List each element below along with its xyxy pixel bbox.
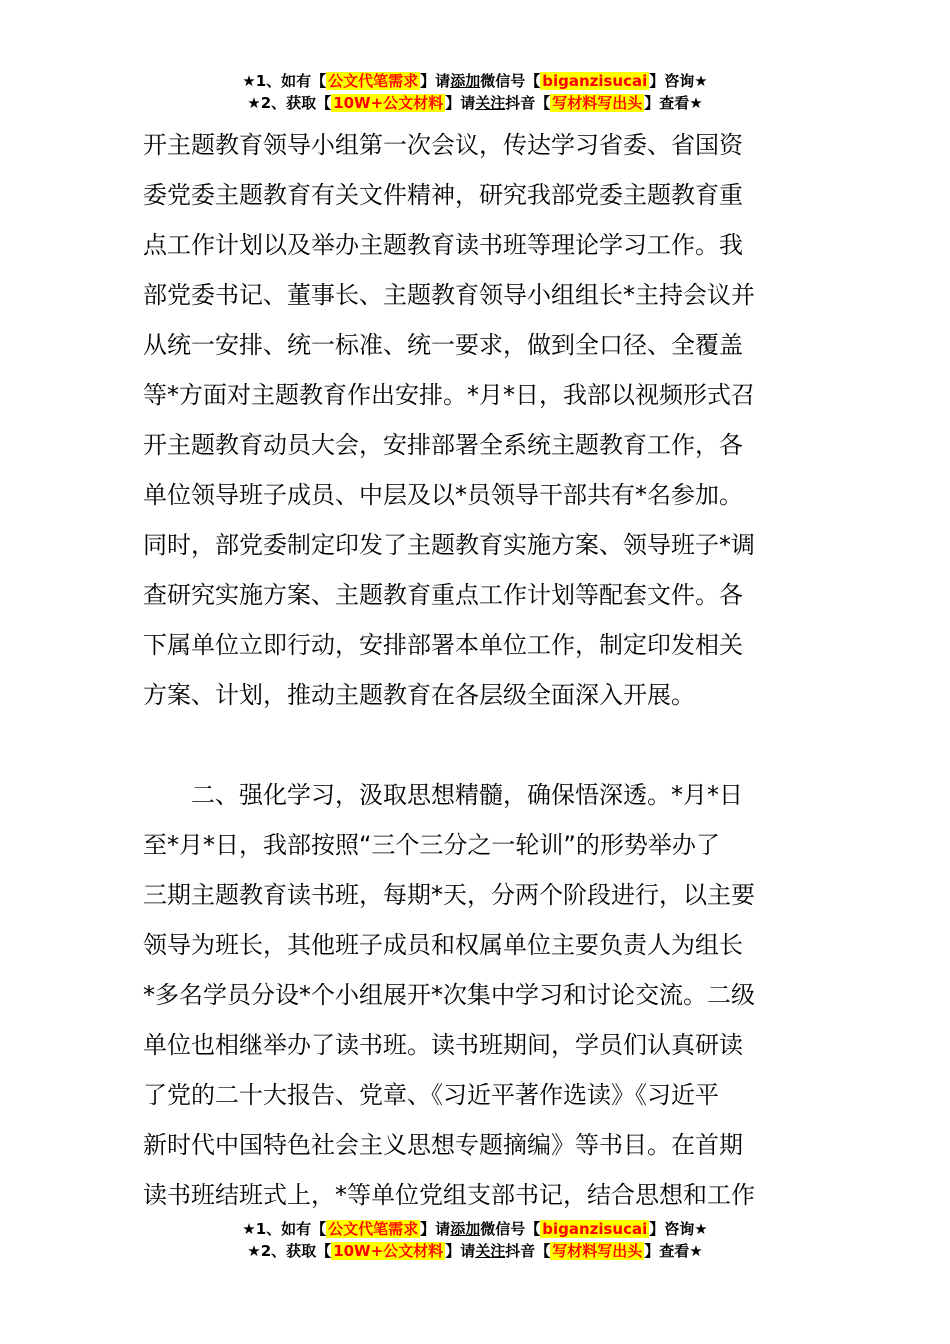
text-line: 单位也相继举办了读书班。读书班期间，学员们认真研读 xyxy=(143,1031,743,1059)
banner-line-1 xyxy=(0,70,950,92)
text-line: 下属单位立即行动，安排部署本单位工作，制定印发相关 xyxy=(143,631,743,659)
highlight-douyin-account: 写材料写出头 xyxy=(552,94,643,112)
banner-line-2 xyxy=(0,1240,950,1262)
banner-line-1 xyxy=(0,1218,950,1240)
banner-keyword: 关注 xyxy=(475,1242,506,1260)
banner-keyword: 添加 xyxy=(450,1220,481,1238)
highlight-service: 公文代笔需求 xyxy=(328,1220,419,1238)
text-line: 方案、计划，推动主题教育在各层级全面深入开展。 xyxy=(143,681,695,709)
banner-text: ★1、如有【 xyxy=(242,1220,327,1238)
footer-banner xyxy=(0,1218,950,1262)
text-line: 查研究实施方案、主题教育重点工作计划等配套文件。各 xyxy=(143,581,743,609)
banner-text: 抖音【 xyxy=(505,1242,551,1260)
text-line: 委党委主题教育有关文件精神，研究我部党委主题教育重 xyxy=(143,181,743,209)
text-line: 同时，部党委制定印发了主题教育实施方案、领导班子*调 xyxy=(143,531,755,559)
banner-text: 抖音【 xyxy=(505,94,551,112)
banner-text: 】查看★ xyxy=(644,94,703,112)
text-line: 从统一安排、统一标准、统一要求，做到全口径、全覆盖 xyxy=(143,331,743,359)
text-line: 等*方面对主题教育作出安排。*月*日，我部以视频形式召 xyxy=(143,381,755,409)
text-line: 领导为班长，其他班子成员和权属单位主要负责人为组长 xyxy=(143,931,743,959)
banner-text: ★2、获取【 xyxy=(247,94,332,112)
banner-text: 】请 xyxy=(420,72,451,90)
highlight-materials: 10W+公文材料 xyxy=(333,94,444,112)
highlight-wechat-id: biganzisucai xyxy=(542,72,648,90)
text-line: 新时代中国特色社会主义思想专题摘编》等书目。在首期 xyxy=(143,1131,743,1159)
banner-text: 】请 xyxy=(445,94,476,112)
paragraph-gap xyxy=(143,720,807,770)
text-line: 三期主题教育读书班，每期*天，分两个阶段进行，以主要 xyxy=(143,881,755,909)
text-line: 单位领导班子成员、中层及以*员领导干部共有*名参加。 xyxy=(143,481,743,509)
banner-text: 】查看★ xyxy=(644,1242,703,1260)
text-line: *多名学员分设*个小组展开*次集中学习和讨论交流。二级 xyxy=(143,981,755,1009)
text-line: 二、强化学习，汲取思想精髓，确保悟深透。*月*日 xyxy=(143,781,743,809)
highlight-service: 公文代笔需求 xyxy=(328,72,419,90)
highlight-materials: 10W+公文材料 xyxy=(333,1242,444,1260)
highlight-wechat-id: biganzisucai xyxy=(542,1220,648,1238)
document-body xyxy=(143,120,807,1220)
text-line: 了党的二十大报告、党章、《习近平著作选读》《习近平 xyxy=(143,1081,719,1109)
banner-text: 微信号【 xyxy=(480,72,541,90)
banner-text: 】咨询★ xyxy=(649,1220,708,1238)
banner-text: 】请 xyxy=(420,1220,451,1238)
banner-text: 微信号【 xyxy=(480,1220,541,1238)
text-line: 至*月*日，我部按照“三个三分之一轮训”的形势举办了 xyxy=(143,831,720,859)
text-line: 点工作计划以及举办主题教育读书班等理论学习工作。我 xyxy=(143,231,743,259)
banner-keyword: 关注 xyxy=(475,94,506,112)
text-line: 部党委书记、董事长、主题教育领导小组组长*主持会议并 xyxy=(143,281,755,309)
banner-text: ★1、如有【 xyxy=(242,72,327,90)
text-line: 开主题教育动员大会，安排部署全系统主题教育工作，各 xyxy=(143,431,743,459)
banner-text: 】请 xyxy=(445,1242,476,1260)
text-line: 开主题教育领导小组第一次会议，传达学习省委、省国资 xyxy=(143,131,743,159)
text-line: 读书班结班式上，*等单位党组支部书记，结合思想和工作 xyxy=(143,1181,755,1209)
banner-text: ★2、获取【 xyxy=(247,1242,332,1260)
banner-keyword: 添加 xyxy=(450,72,481,90)
highlight-douyin-account: 写材料写出头 xyxy=(552,1242,643,1260)
banner-line-2 xyxy=(0,92,950,114)
header-banner xyxy=(0,70,950,114)
banner-text: 】咨询★ xyxy=(649,72,708,90)
